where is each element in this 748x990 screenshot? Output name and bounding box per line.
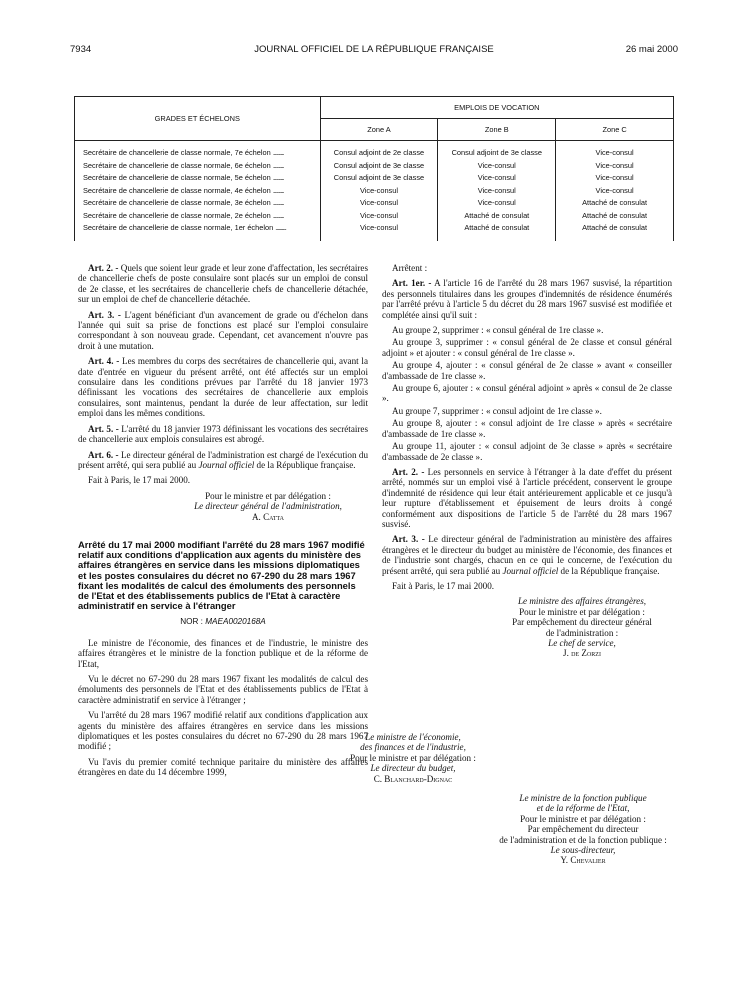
groupe-7: Au groupe 7, supprimer : « consul adjoint de 1re classe ». — [392, 405, 602, 416]
left-column — [78, 263, 368, 783]
article-2-right: Art. 2. - Les personnels en service à l'étranger à la date d'effet du présent arrêté, nommés sur un emploi visé à l'article précédent, conservent le groupe d'indemnité de résidence qui leur était antérieurement applicable et ce jusqu'à leur rupture d'établissement et épuisement de leurs droits à congé conformément aux dispositions de l'article 5 de l'arrêté du 28 mars 1967 susvisé. — [382, 466, 672, 529]
groupe-4: Au groupe 4, ajouter : « consul général de 2e classe » avant « conseiller d'ambassade de 1re classe ». — [382, 360, 672, 381]
right-column — [382, 263, 672, 665]
zone-a-header: Zone A — [320, 119, 438, 141]
zone-c-header: Zone C — [556, 119, 674, 141]
signature-block-3: Le ministre de la fonction publique et de la réforme de l'Etat, Pour le ministre et par délégation : Par empêchement du directeur de l'administration et de la fonction publique : Le sous-directeur, Y. Chevalier — [499, 793, 667, 866]
issue-date: 26 mai 2000 — [625, 44, 678, 55]
fait-a-paris-right: Fait à Paris, le 17 mai 2000. — [392, 580, 495, 591]
nor-reference: NOR : MAEA0020168A — [180, 617, 266, 627]
zone-a-cell: Consul adjoint de 3e classe — [320, 160, 438, 173]
zone-b-cell: Attaché de consulat — [438, 210, 556, 223]
grade-cell: Secrétaire de chancellerie de classe normale, 3e échelon — [83, 198, 271, 207]
article-6: Art. 6. - Le directeur général de l'administration est chargé de l'exécution du présent arrêté, qui sera publié au Journal officiel de la République française. — [78, 449, 368, 470]
zone-a-cell: Vice-consul — [320, 210, 438, 223]
table-row: Secrétaire de chancellerie de classe normale, 1er échelon .......... Vice-consul Attaché de consulat Attaché de consulat — [75, 222, 674, 241]
zone-b-cell: Vice-consul — [438, 197, 556, 210]
zone-b-cell: Vice-consul — [438, 185, 556, 198]
signature-block-2: Le ministre de l'économie, des finances et de l'industrie, Pour le ministre et par délégation : Le directeur du budget, C. Blanchard-Dignac — [350, 732, 476, 784]
emplois-header: EMPLOIS DE VOCATION — [320, 97, 673, 119]
decree-title: Arrêté du 17 mai 2000 modifiant l'arrêté du 28 mars 1967 modifié relatif aux conditions d'application aux agents du ministère des affaires étrangères en service dans les missions diplomatiques et les postes consulaires du décret no 67-290 du 28 mars 1967 fixant les modalités de calcul des émoluments des personnels de l'Etat et des établissements publics de l'Etat à caractère administratif en service à l'étranger — [78, 538, 365, 612]
zone-c-cell: Attaché de consulat — [556, 210, 674, 223]
article-5: Art. 5. - L'arrêté du 18 janvier 1973 définissant les vocations des secrétaires de chancellerie aux emplois consulaires est abrogé. — [78, 423, 368, 445]
preamble-1: Le ministre de l'économie, des finances et de l'industrie, le ministre des affaires étrangères et le ministre de la fonction publique et de la réforme de l'Etat, — [78, 637, 368, 669]
table-row: Secrétaire de chancellerie de classe normale, 3e échelon .......... Vice-consul Vice-consul Attaché de consulat — [75, 197, 674, 210]
article-3: Art. 3. - L'agent bénéficiant d'un avancement de grade ou d'échelon dans l'année qui suit sa prise de fonctions est placé sur l'emploi consulaire correspondant à son nouveau grade. Cependant, cet avancement n'ouvre pas droit à une mutation. — [78, 309, 368, 351]
grade-cell: Secrétaire de chancellerie de classe normale, 5e échelon — [83, 173, 271, 182]
zone-b-cell: Vice-consul — [438, 160, 556, 173]
groupe-2: Au groupe 2, supprimer : « consul général de 1re classe ». — [392, 325, 604, 336]
preamble-3: Vu l'arrêté du 28 mars 1967 modifié relatif aux conditions d'application aux agents du ministère des affaires étrangères en service dans les missions diplomatiques et les postes consulaires du décret no 67-290 du 28 mars 1967 modifié ; — [78, 710, 368, 752]
page-number: 7934 — [70, 44, 92, 55]
preamble-2: Vu le décret no 67-290 du 28 mars 1967 fixant les modalités de calcul des émoluments des personnels de l'Etat et des établissements publics de l'Etat à caractère administratif en service à l'étranger ; — [78, 673, 368, 705]
grade-cell: Secrétaire de chancellerie de classe normale, 2e échelon — [83, 210, 271, 220]
signature-block: Pour le ministre et par délégation : Le directeur général de l'administration, A. Catta — [194, 490, 342, 522]
signature-block-1: Le ministre des affaires étrangères, Pour le ministre et par délégation : Par empêchement du directeur général de l'administration : Le chef de service, J. de Zorzi — [512, 596, 652, 659]
zone-a-cell: Vice-consul — [320, 185, 438, 198]
zone-a-cell: Vice-consul — [320, 197, 438, 210]
arretent: Arrêtent : — [392, 263, 428, 273]
table-row: Secrétaire de chancellerie de classe normale, 7e échelon .......... Consul adjoint de 2e classe Consul adjoint de 3e classe Vice-consul — [75, 141, 674, 160]
table-row: Secrétaire de chancellerie de classe normale, 6e échelon .......... Consul adjoint de 3e classe Vice-consul Vice-consul — [75, 160, 674, 173]
table-row: Secrétaire de chancellerie de classe normale, 4e échelon .......... Vice-consul Vice-consul Vice-consul — [75, 185, 674, 198]
grades-header: GRADES ET ÉCHELONS — [75, 97, 321, 141]
zone-b-header: Zone B — [438, 119, 556, 141]
zone-c-cell: Vice-consul — [556, 172, 674, 185]
article-3-right: Art. 3. - Le directeur général de l'administration au ministère des affaires étrangères et le directeur du budget au ministère de l'économie, des finances et de l'industrie sont chargés, chacun en ce qui le concerne, de l'exécution du présent arrêté, qui sera publié au Journal officiel de la République française. — [382, 534, 672, 576]
zone-c-cell: Vice-consul — [556, 160, 674, 173]
zone-a-cell: Consul adjoint de 2e classe — [320, 141, 438, 160]
zone-c-cell: Vice-consul — [556, 185, 674, 198]
zone-b-cell: Vice-consul — [438, 172, 556, 185]
table-row: Secrétaire de chancellerie de classe normale, 5e échelon .......... Consul adjoint de 3e classe Vice-consul Vice-consul — [75, 172, 674, 185]
article-2: Art. 2. - Quels que soient leur grade et leur zone d'affectation, les secrétaires de chancellerie chefs de poste consulaire sont placés sur un emploi de consul de 2e classe, et les secrétaires de chancellerie chefs de chancellerie détachée, sur un emploi de chef de chancellerie détachée. — [78, 263, 368, 305]
groupe-6: Au groupe 6, ajouter : « consul général adjoint » après « consul de 2e classe ». — [382, 383, 672, 404]
article-4: Art. 4. - Les membres du corps des secrétaires de chancellerie qui, avant la date d'entrée en vigueur du présent arrêté, ont été affectés sur un emploi consulaire dans les conditions prévues par l'arrêté du 18 janvier 1973 définissant les vocations des secrétaires de chancellerie aux emplois consulaires, sont maintenus, pendant la durée de leur affectation, sur ledit emploi dans les mêmes conditions. — [78, 356, 368, 419]
table-row: Secrétaire de chancellerie de classe normale, 2e échelon .......... Vice-consul Attaché de consulat Attaché de consulat — [75, 210, 674, 223]
grade-cell: Secrétaire de chancellerie de classe normale, 7e échelon — [83, 148, 271, 157]
zone-c-cell: Vice-consul — [556, 141, 674, 160]
vocation-table — [74, 96, 674, 241]
groupe-11: Au groupe 11, ajouter : « consul adjoint de 3e classe » après « secrétaire d'ambassade de 2e classe ». — [382, 441, 672, 462]
grade-cell: Secrétaire de chancellerie de classe normale, 1er échelon — [83, 223, 274, 232]
groupe-8: Au groupe 8, ajouter : « consul adjoint de 1re classe » après « secrétaire d'ambassade de 1re classe ». — [382, 418, 672, 439]
journal-title: JOURNAL OFFICIEL DE LA RÉPUBLIQUE FRANÇAISE — [254, 44, 494, 55]
zone-b-cell: Consul adjoint de 3e classe — [438, 141, 556, 160]
zone-b-cell: Attaché de consulat — [438, 222, 556, 241]
grade-cell: Secrétaire de chancellerie de classe normale, 4e échelon — [83, 185, 271, 195]
zone-a-cell: Consul adjoint de 3e classe — [320, 172, 438, 185]
zone-c-cell: Attaché de consulat — [556, 222, 674, 241]
article-1: Art. 1er. - A l'article 16 de l'arrêté du 28 mars 1967 susvisé, la répartition des personnels titulaires dans les groupes d'indemnités de résidence énumérés par l'arrêté prévu à l'article 5 du décret du 28 mars 1967 susvisé est modifiée et complétée ainsi qu'il suit : — [382, 278, 672, 320]
grade-cell: Secrétaire de chancellerie de classe normale, 6e échelon — [83, 160, 271, 170]
zone-c-cell: Attaché de consulat — [556, 197, 674, 210]
fait-a-paris: Fait à Paris, le 17 mai 2000. — [88, 475, 191, 486]
groupe-3: Au groupe 3, supprimer : « consul général de 2e classe et consul général adjoint » et ajouter : « consul général de 1re classe ». — [382, 337, 672, 358]
preamble-4: Vu l'avis du premier comité technique paritaire du ministère des affaires étrangères en date du 14 décembre 1999, — [78, 756, 368, 778]
zone-a-cell: Vice-consul — [320, 222, 438, 241]
